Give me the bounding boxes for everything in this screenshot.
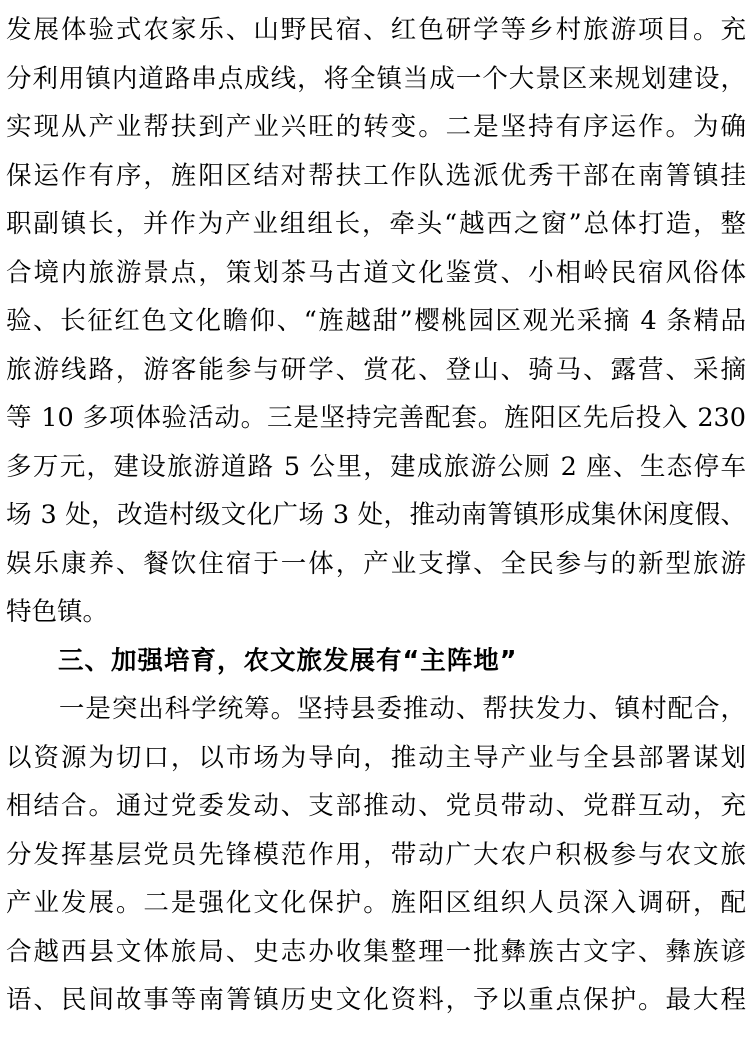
text-line: 产业发展。二是强化文化保护。旌阳区组织人员深入调研，配 — [6, 888, 746, 918]
text-line: 保运作有序，旌阳区结对帮扶工作队选派优秀干部在南箐镇挂 — [6, 160, 746, 191]
text-line: 等 10 多项体验活动。三是坚持完善配套。旌阳区先后投入 230 — [6, 403, 746, 433]
text-line: 发展体验式农家乐、山野民宿、红色研学等乡村旅游项目。充 — [6, 15, 746, 45]
text-line: 多万元，建设旅游道路 5 公里，建成旅游公厕 2 座、生态停车 — [6, 451, 746, 482]
text-line: 分发挥基层党员先锋模范作用，带动广大农户积极参与农文旅 — [6, 839, 746, 870]
text-line: 特色镇。 — [6, 597, 109, 627]
text-line: 娱乐康养、餐饮住宿于一体，产业支撑、全民参与的新型旅游 — [6, 548, 746, 579]
text-line: 相结合。通过党委发动、支部推动、党员带动、党群互动，充 — [6, 791, 746, 821]
text-line: 语、民间故事等南箐镇历史文化资料，予以重点保护。最大程 — [6, 985, 746, 1015]
text-line: 合境内旅游景点，策划茶马古道文化鉴赏、小相岭民宿风俗体 — [6, 257, 746, 288]
text-line: 分利用镇内道路串点成线，将全镇当成一个大景区来规划建设， — [6, 63, 746, 94]
text-line: 一是突出科学统筹。坚持县委推动、帮扶发力、镇村配合， — [6, 694, 746, 724]
text-line: 旅游线路，游客能参与研学、赏花、登山、骑马、露营、采摘 — [6, 354, 746, 385]
text-line: 验、长征红色文化瞻仰、“旌越甜”樱桃园区观光采摘 4 条精品 — [6, 306, 746, 336]
text-line: 以资源为切口，以市场为导向，推动主导产业与全县部署谋划 — [6, 742, 746, 773]
section-heading: 三、加强培育，农文旅发展有“主阵地” — [58, 645, 518, 676]
text-line: 实现从产业帮扶到产业兴旺的转变。二是坚持有序运作。为确 — [6, 112, 746, 142]
text-line: 合越西县文体旅局、史志办收集整理一批彝族古文字、彝族谚 — [6, 936, 746, 967]
text-line: 职副镇长，并作为产业组组长，牵头“越西之窗”总体打造，整 — [6, 209, 746, 239]
text-line: 场 3 处，改造村级文化广场 3 处，推动南箐镇形成集休闲度假、 — [6, 500, 746, 530]
